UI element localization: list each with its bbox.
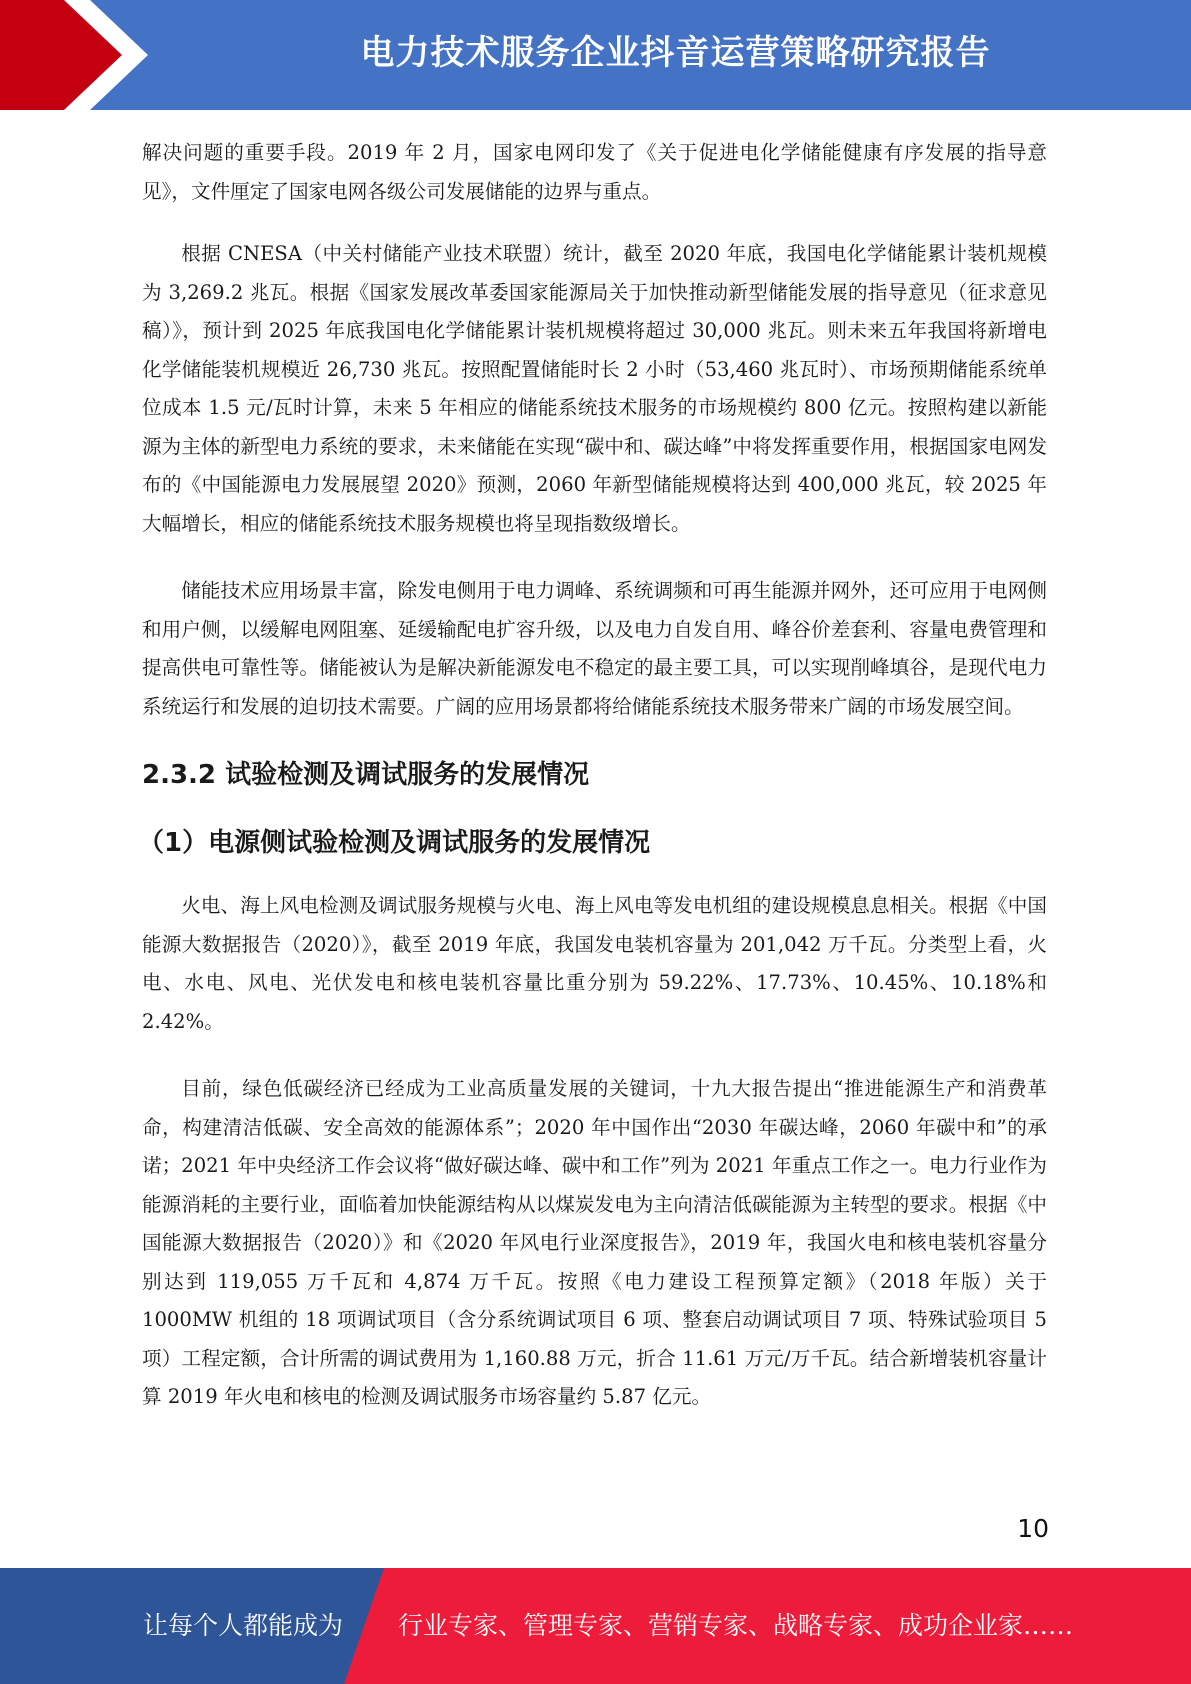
section-heading-2-3-2: 2.3.2 试验检测及调试服务的发展情况 — [142, 760, 590, 790]
header-title: 电力技术服务企业抖音运营策略研究报告 — [360, 33, 991, 73]
footer-slogan-right: 行业专家、管理专家、营销专家、战略专家、成功企业家…… — [398, 1611, 1074, 1640]
paragraph-5: 目前，绿色低碳经济已经成为工业高质量发展的关键词，十九大报告提出“推进能源生产和消费革命，构建清洁低碳、安全高效的能源体系”；2020 年中国作出“2030 年碳达峰，2060 年碳中和”的承诺；2021 年中央经济工作会议将“做好碳达峰、碳中和工作”列为 2021 年重点工作之一。电力行业作为能源消耗的主要行业，面临着加快能源结构从以煤炭发电为主向清洁低碳能源为主转型的要求。根据《中国能源大数据报告（2020）》和《2020 年风电行业深度报告》，2019 年，我国火电和核电装机容量分别达到 119,055 万千瓦和 4,874 万千瓦。按照《电力建设工程预算定额》（2018 年版）关于 1000MW 机组的 18 项调试项目（含分系统调试项目 6 项、整套启动调试项目 7 项、特殊试验项目 5 项）工程定额，合计所需的调试费用为 1,160.88 万元，折合 11.61 万元/万千瓦。结合新增装机容量计算 2019 年火电和核电的检测及调试服务市场容量约 5.87 亿元。 — [142, 1077, 1047, 1408]
paragraph-3: 储能技术应用场景丰富，除发电侧用于电力调峰、系统调频和可再生能源并网外，还可应用于电网侧和用户侧，以缓解电网阻塞、延缓输配电扩容升级，以及电力自发自用、峰谷价差套利、容量电费管理和提高供电可靠性等。储能被认为是解决新能源发电不稳定的最主要工具，可以实现削峰填谷，是现代电力系统运行和发展的迫切技术需要。广阔的应用场景都将给储能系统技术服务带来广阔的市场发展空间。 — [142, 579, 1047, 718]
paragraph-2: 根据 CNESA（中关村储能产业技术联盟）统计，截至 2020 年底，我国电化学储能累计装机规模为 3,269.2 兆瓦。根据《国家发展改革委国家能源局关于加快推动新型储能发展的指导意见（征求意见稿）》，预计到 2025 年底我国电化学储能累计装机规模将超过 30,000 兆瓦。则未来五年我国将新增电化学储能装机规模近 26,730 兆瓦。按照配置储能时长 2 小时（53,460 兆瓦时）、市场预期储能系统单位成本 1.5 元/瓦时计算，未来 5 年相应的储能系统技术服务的市场规模约 800 亿元。按照构建以新能源为主体的新型电力系统的要求，未来储能在实现“碳中和、碳达峰”中将发挥重要作用，根据国家电网发布的《中国能源电力发展展望 2020》预测，2060 年新型储能规模将达到 400,000 兆瓦，较 2025 年大幅增长，相应的储能系统技术服务规模也将呈现指数级增长。 — [142, 242, 1047, 535]
subsection-heading-1: （1）电源侧试验检测及调试服务的发展情况 — [138, 828, 651, 858]
paragraph-1: 解决问题的重要手段。2019 年 2 月，国家电网印发了《关于促进电化学储能健康有序发展的指导意见》，文件厘定了国家电网各级公司发展储能的边界与重点。 — [142, 141, 1047, 203]
page-number: 10 — [1017, 1514, 1049, 1543]
paragraph-4: 火电、海上风电检测及调试服务规模与火电、海上风电等发电机组的建设规模息息相关。根据《中国能源大数据报告（2020）》，截至 2019 年底，我国发电装机容量为 201,042 万千瓦。分类型上看，火电、水电、风电、光伏发电和核电装机容量比重分别为 59.22%、17.73%、10.45%、10.18%和 2.42%。 — [142, 894, 1047, 1033]
document-body — [138, 134, 1047, 1446]
footer-slogan-left: 让每个人都能成为 — [143, 1611, 344, 1640]
footer-banner — [0, 1568, 1191, 1684]
header-banner — [0, 0, 1191, 110]
